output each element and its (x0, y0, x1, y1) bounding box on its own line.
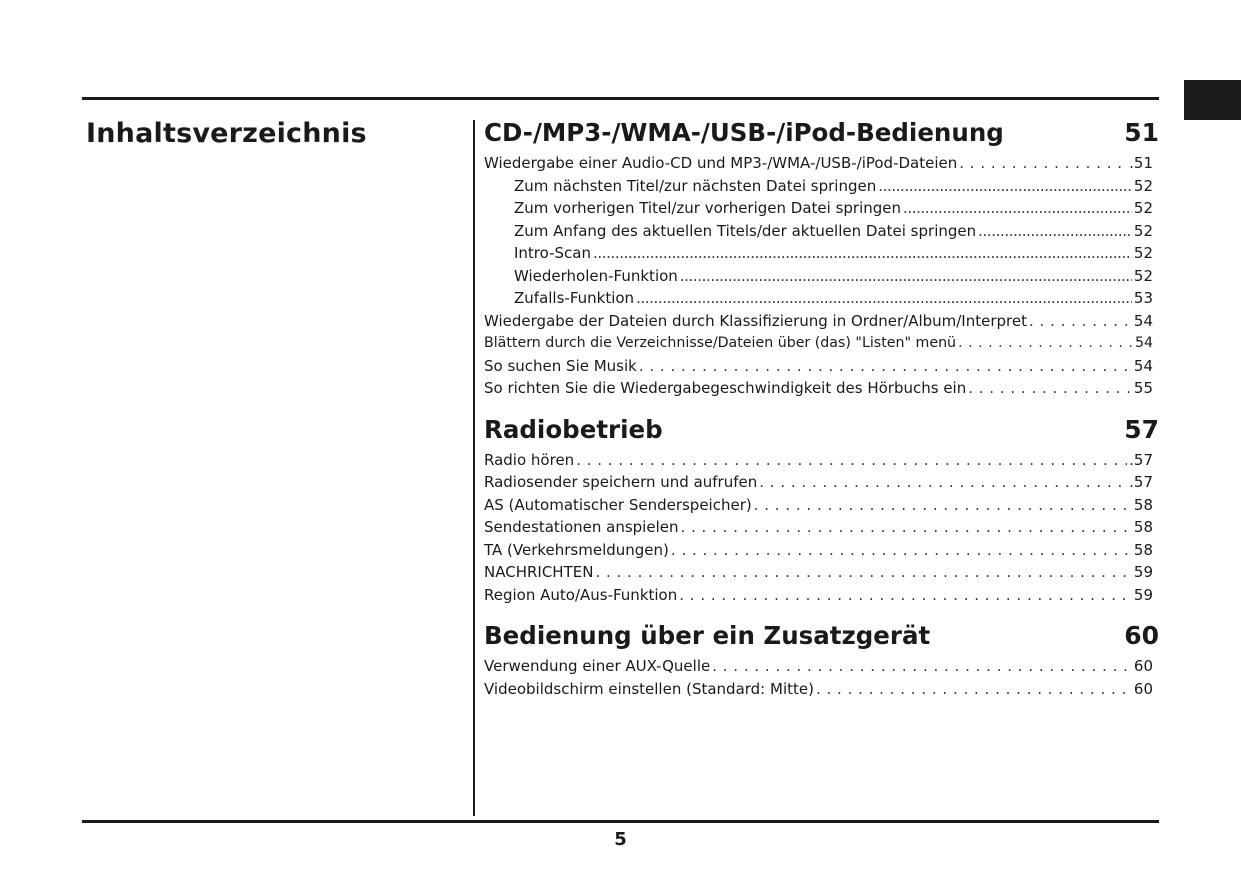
entry-page: 52 (1133, 244, 1153, 262)
entry-title: Intro-Scan (514, 244, 591, 262)
section-page: 60 (1124, 621, 1159, 650)
dot-leader (959, 152, 1127, 175)
toc-entry[interactable] (484, 539, 1153, 562)
toc-entry[interactable] (484, 310, 1153, 333)
entry-page: 54 (1133, 356, 1153, 375)
toc-entry[interactable] (484, 449, 1153, 472)
dot-leader (978, 220, 1132, 243)
toc-section (484, 413, 1159, 607)
entry-page: 54 (1133, 311, 1153, 330)
toc-entry[interactable] (484, 471, 1153, 494)
entry-page: 58 (1133, 518, 1153, 536)
dot-leader (712, 655, 1132, 678)
entry-title: Wiederholen-Funktion (514, 266, 678, 285)
section-heading[interactable] (484, 116, 1159, 149)
top-rule (82, 97, 1159, 100)
entry-title: So suchen Sie Musik (484, 356, 637, 375)
entry-page: 59 (1133, 585, 1153, 604)
entry-title: Sendestationen anspielen (484, 518, 679, 536)
dot-leader (595, 561, 1131, 584)
entry-title: Wiedergabe der Dateien durch Klassifizierung in Ordner/Album/Interpret (484, 311, 1027, 330)
entry-title: Radio hören (484, 450, 575, 469)
entry-title: Zum Anfang des aktuellen Titels/der aktuellen Datei springen (514, 221, 977, 240)
entry-page: .51 (1129, 154, 1153, 172)
toc-subentry[interactable] (484, 287, 1153, 310)
entry-page: .57 (1129, 450, 1153, 469)
entry-title: NACHRICHTEN (484, 563, 594, 581)
toc-subentry[interactable] (484, 197, 1153, 220)
dot-leader (593, 242, 1132, 265)
entry-title: Region Auto/Aus-Funktion (484, 585, 678, 604)
entry-list (484, 655, 1153, 700)
entry-page: 52 (1133, 176, 1153, 195)
toc-entry[interactable] (484, 678, 1153, 701)
toc-subentry[interactable] (484, 265, 1153, 288)
entry-page: 55 (1133, 379, 1153, 397)
toc-section (484, 619, 1159, 700)
entry-title: Blättern durch die Verzeichnisse/Dateien über (das) "Listen" menü (484, 335, 957, 351)
entry-title: Radiosender speichern und aufrufen (484, 473, 758, 491)
dot-leader (878, 175, 1132, 198)
dot-leader (680, 516, 1131, 539)
dot-leader (958, 332, 1133, 355)
section-heading[interactable] (484, 619, 1159, 652)
section-page: 51 (1124, 118, 1159, 147)
entry-page: 52 (1133, 266, 1153, 285)
toc-subentry[interactable] (484, 175, 1153, 198)
entry-title: TA (Verkehrsmeldungen) (484, 540, 669, 559)
entry-page: 58 (1133, 495, 1153, 514)
dot-leader (968, 377, 1132, 400)
entry-title: Videobildschirm einstellen (Standard: Mitte) (484, 679, 814, 698)
dot-leader (1029, 310, 1132, 333)
entry-page: 58 (1133, 540, 1153, 559)
toc-entry[interactable] (484, 655, 1153, 678)
toc-subentry[interactable] (484, 242, 1153, 265)
entry-page: 54 (1134, 335, 1153, 351)
entry-page: 60 (1133, 679, 1153, 698)
entry-title: AS (Automatischer Senderspeicher) (484, 495, 752, 514)
toc-subentry[interactable] (484, 220, 1153, 243)
dot-leader (816, 678, 1132, 701)
toc-section (484, 116, 1159, 400)
section-heading[interactable] (484, 413, 1159, 446)
dot-leader (754, 494, 1132, 517)
toc-entry[interactable] (484, 561, 1153, 584)
page-number: 5 (614, 829, 627, 850)
entry-title: Zum nächsten Titel/zur nächsten Datei springen (514, 176, 877, 195)
entry-title: Zufalls-Funktion (514, 289, 635, 307)
dot-leader (903, 197, 1132, 220)
toc-entry[interactable] (484, 584, 1153, 607)
entry-page: 53 (1133, 289, 1153, 307)
section-title: CD-/MP3-/WMA-/USB-/iPod-Bedienung (484, 118, 1004, 147)
section-page: 57 (1124, 414, 1159, 444)
entry-title: So richten Sie die Wiedergabegeschwindigkeit des Hörbuchs ein (484, 379, 967, 397)
dot-leader (576, 449, 1127, 472)
entry-page: 52 (1133, 221, 1153, 240)
toc-entry[interactable] (484, 494, 1153, 517)
section-title: Bedienung über ein Zusatzgerät (484, 621, 931, 650)
entry-list (484, 449, 1153, 607)
dot-leader (671, 539, 1132, 562)
entry-page: 59 (1133, 563, 1153, 581)
toc-entry[interactable] (484, 516, 1153, 539)
entry-list (484, 152, 1153, 400)
chapter-tab-marker (1184, 80, 1241, 120)
page-title: Inhaltsverzeichnis (86, 118, 367, 149)
toc-entry[interactable] (484, 152, 1153, 175)
toc-entry[interactable] (484, 377, 1153, 400)
table-of-contents (484, 116, 1159, 700)
dot-leader (636, 287, 1132, 310)
entry-title: Wiedergabe einer Audio-CD und MP3-/WMA-/USB-/iPod-Dateien (484, 154, 958, 172)
entry-page: 60 (1133, 657, 1153, 675)
bottom-rule (82, 820, 1159, 823)
entry-page: .57 (1129, 473, 1153, 491)
entry-page: 52 (1133, 199, 1153, 217)
section-title: Radiobetrieb (484, 414, 663, 444)
column-divider (473, 120, 475, 816)
dot-leader (680, 265, 1132, 288)
dot-leader (639, 355, 1132, 378)
entry-title: Verwendung einer AUX-Quelle (484, 657, 711, 675)
toc-entry[interactable] (484, 332, 1153, 355)
entry-title: Zum vorherigen Titel/zur vorherigen Datei springen (514, 199, 902, 217)
toc-entry[interactable] (484, 355, 1153, 378)
dot-leader (679, 584, 1132, 607)
dot-leader (759, 471, 1127, 494)
